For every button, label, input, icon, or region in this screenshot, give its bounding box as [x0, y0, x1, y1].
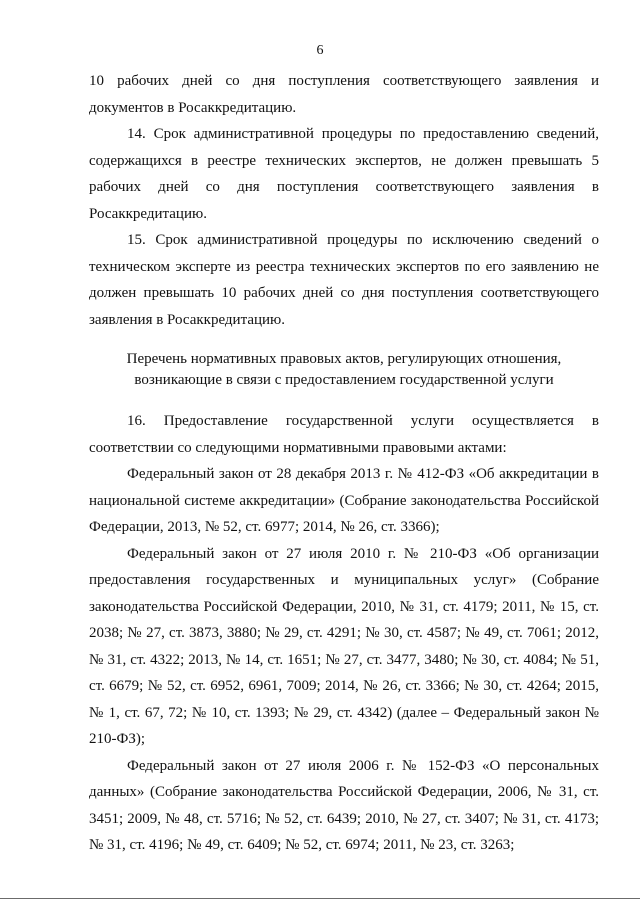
paragraph-15: 15. Срок административной процедуры по исключению сведений о техническом эксперте из реестра технических экспертов по его заявлению не должен превышать 10 рабочих дней со дня поступления соответствующего заявления в Росаккредитацию.	[89, 232, 599, 328]
document-body	[89, 68, 599, 859]
page-number: 6	[316, 43, 324, 58]
section-heading-line-1: Перечень нормативных правовых актов, регулирующих отношения,	[126, 351, 562, 367]
section-heading	[89, 349, 599, 391]
paragraph-law-412: Федеральный закон от 28 декабря 2013 г. № 412-ФЗ «Об аккредитации в национальной системе аккредитации» (Собрание законодательства Российской Федерации, 2013, № 52, ст. 6977; 2014, № 26, ст. 3366);	[89, 466, 599, 535]
paragraph-continuation: 10 рабочих дней со дня поступления соответствующего заявления и документов в Росаккредитацию.	[89, 73, 599, 116]
scan-edge-line	[0, 898, 640, 899]
paragraph-16: 16. Предоставление государственной услуги осуществляется в соответствии со следующими нормативными правовыми актами:	[89, 413, 599, 456]
section-heading-line-2: возникающие в связи с предоставлением государственной услуги	[134, 372, 554, 388]
paragraph-14: 14. Срок административной процедуры по предоставлению сведений, содержащихся в реестре технических экспертов, не должен превышать 5 рабочих дней со дня поступления соответствующего заявления в Росаккредитацию.	[89, 126, 599, 222]
paragraph-law-152: Федеральный закон от 27 июля 2006 г. № 152-ФЗ «О персональных данных» (Собрание законодательства Российской Федерации, 2006, № 31, ст. 3451; 2009, № 48, ст. 5716; № 52, ст. 6439; 2010, № 27, ст. 3407; № 31, ст. 4173; № 31, ст. 4196; № 49, ст. 6409; № 52, ст. 6974; 2011, № 23, ст. 3263;	[89, 757, 599, 853]
paragraph-law-210: Федеральный закон от 27 июля 2010 г. № 210-ФЗ «Об организации предоставления государственных и муниципальных услуг» (Собрание законодательства Российской Федерации, 2010, № 31, ст. 4179; 2011, № 15, ст. 2038; № 27, ст. 3873, 3880; № 29, ст. 4291; № 30, ст. 4587; № 49, ст. 7061; 2012, № 31, ст. 4322; 2013, № 14, ст. 1651; № 27, ст. 3477, 3480; № 30, ст. 4084; № 51, ст. 6679; № 52, ст. 6952, 6961, 7009; 2014, № 26, ст. 3366; № 30, ст. 4264; 2015, № 1, ст. 67, 72; № 10, ст. 1393; № 29, ст. 4342) (далее – Федеральный закон № 210-ФЗ);	[89, 545, 599, 747]
